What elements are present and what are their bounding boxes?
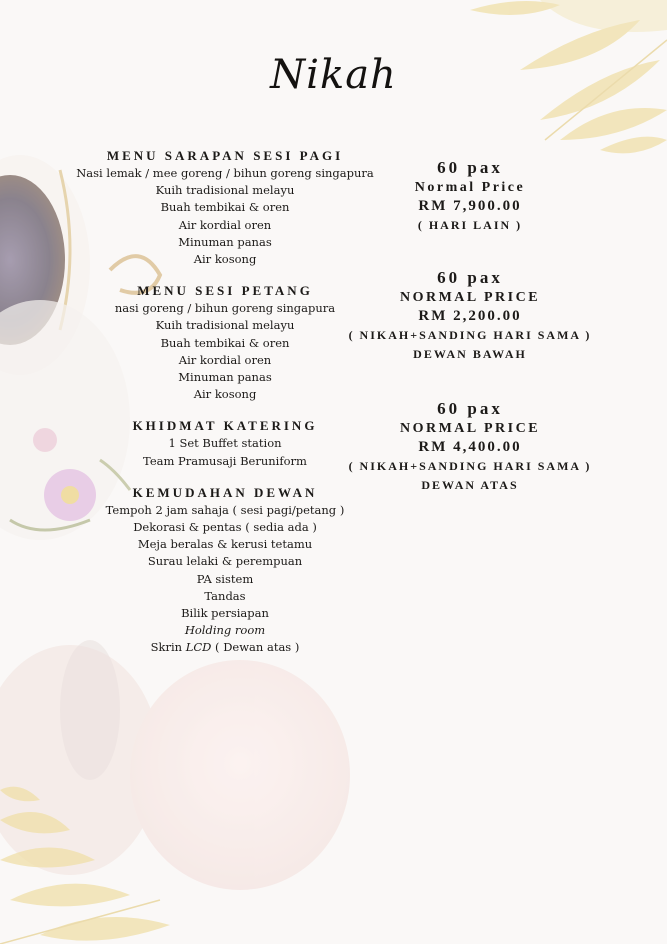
- section-heading-sarapan: MENU SARAPAN SESI PAGI: [106, 148, 344, 163]
- menu-item: Air kosong: [193, 387, 257, 402]
- package-price: RM 2,200.00: [418, 308, 522, 324]
- package-label: NORMAL PRICE: [399, 290, 541, 305]
- service-item: Team Pramusaji Beruniform: [143, 453, 307, 468]
- service-item: 1 Set Buffet station: [168, 436, 282, 451]
- facility-item-italic: Holding room: [184, 623, 266, 638]
- menu-item: nasi goreng / bihun goreng singapura: [114, 301, 336, 316]
- package-1: [320, 157, 620, 235]
- page-title: Nikah: [270, 52, 397, 98]
- facility-item: [60, 622, 390, 639]
- facility-item: Tandas: [204, 588, 246, 603]
- facility-item: Tempoh 2 jam sahaja ( sesi pagi/petang ): [105, 502, 345, 517]
- package-pax: 60 pax: [437, 158, 503, 177]
- facility-item: Meja beralas & kerusi tetamu: [137, 537, 313, 552]
- section-heading-petang: MENU SESI PETANG: [137, 283, 313, 299]
- package-venue: DEWAN ATAS: [421, 478, 519, 492]
- package-2: [320, 267, 620, 364]
- package-label: Normal Price: [414, 180, 526, 195]
- package-label: NORMAL PRICE: [399, 421, 541, 436]
- menu-item: Air kosong: [193, 252, 257, 267]
- package-note: ( HARI LAIN ): [417, 218, 523, 232]
- package-pax: 60 pax: [437, 268, 503, 287]
- menu-item: Minuman panas: [178, 234, 272, 249]
- facility-item: PA sistem: [196, 571, 254, 586]
- menu-item: Buah tembikai & oren: [160, 335, 290, 350]
- package-price: RM 4,400.00: [418, 439, 522, 455]
- package-note: ( NIKAH+SANDING HARI SAMA ): [348, 328, 592, 342]
- price-column: [320, 157, 620, 495]
- package-venue: DEWAN BAWAH: [413, 347, 527, 361]
- menu-item: Kuih tradisional melayu: [155, 183, 295, 198]
- facility-item: Bilik persiapan: [181, 606, 269, 621]
- package-price: RM 7,900.00: [418, 198, 522, 214]
- menu-item: Nasi lemak / mee goreng / bihun goreng singapura: [76, 166, 374, 180]
- facility-item: Dekorasi & pentas ( sedia ada ): [133, 520, 317, 535]
- section-heading-katering: KHIDMAT KATERING: [132, 418, 318, 434]
- section-heading-kemudahan: KEMUDAHAN DEWAN: [132, 484, 318, 500]
- facility-item: Surau lelaki & perempuan: [147, 554, 303, 569]
- facility-item-post: ( Dewan atas ): [211, 640, 300, 655]
- package-note: ( NIKAH+SANDING HARI SAMA ): [348, 459, 592, 473]
- menu-item: Minuman panas: [178, 370, 272, 385]
- package-pax: 60 pax: [437, 399, 503, 418]
- menu-item: Air kordial oren: [178, 217, 272, 232]
- facility-item-italic: LCD: [185, 640, 212, 655]
- menu-item: Kuih tradisional melayu: [155, 318, 295, 333]
- facility-item: [60, 639, 390, 656]
- package-3: [320, 398, 620, 495]
- menu-item: Air kordial oren: [178, 352, 272, 367]
- menu-item: Buah tembikai & oren: [160, 200, 290, 215]
- facility-item-pre: Skrin: [150, 640, 186, 655]
